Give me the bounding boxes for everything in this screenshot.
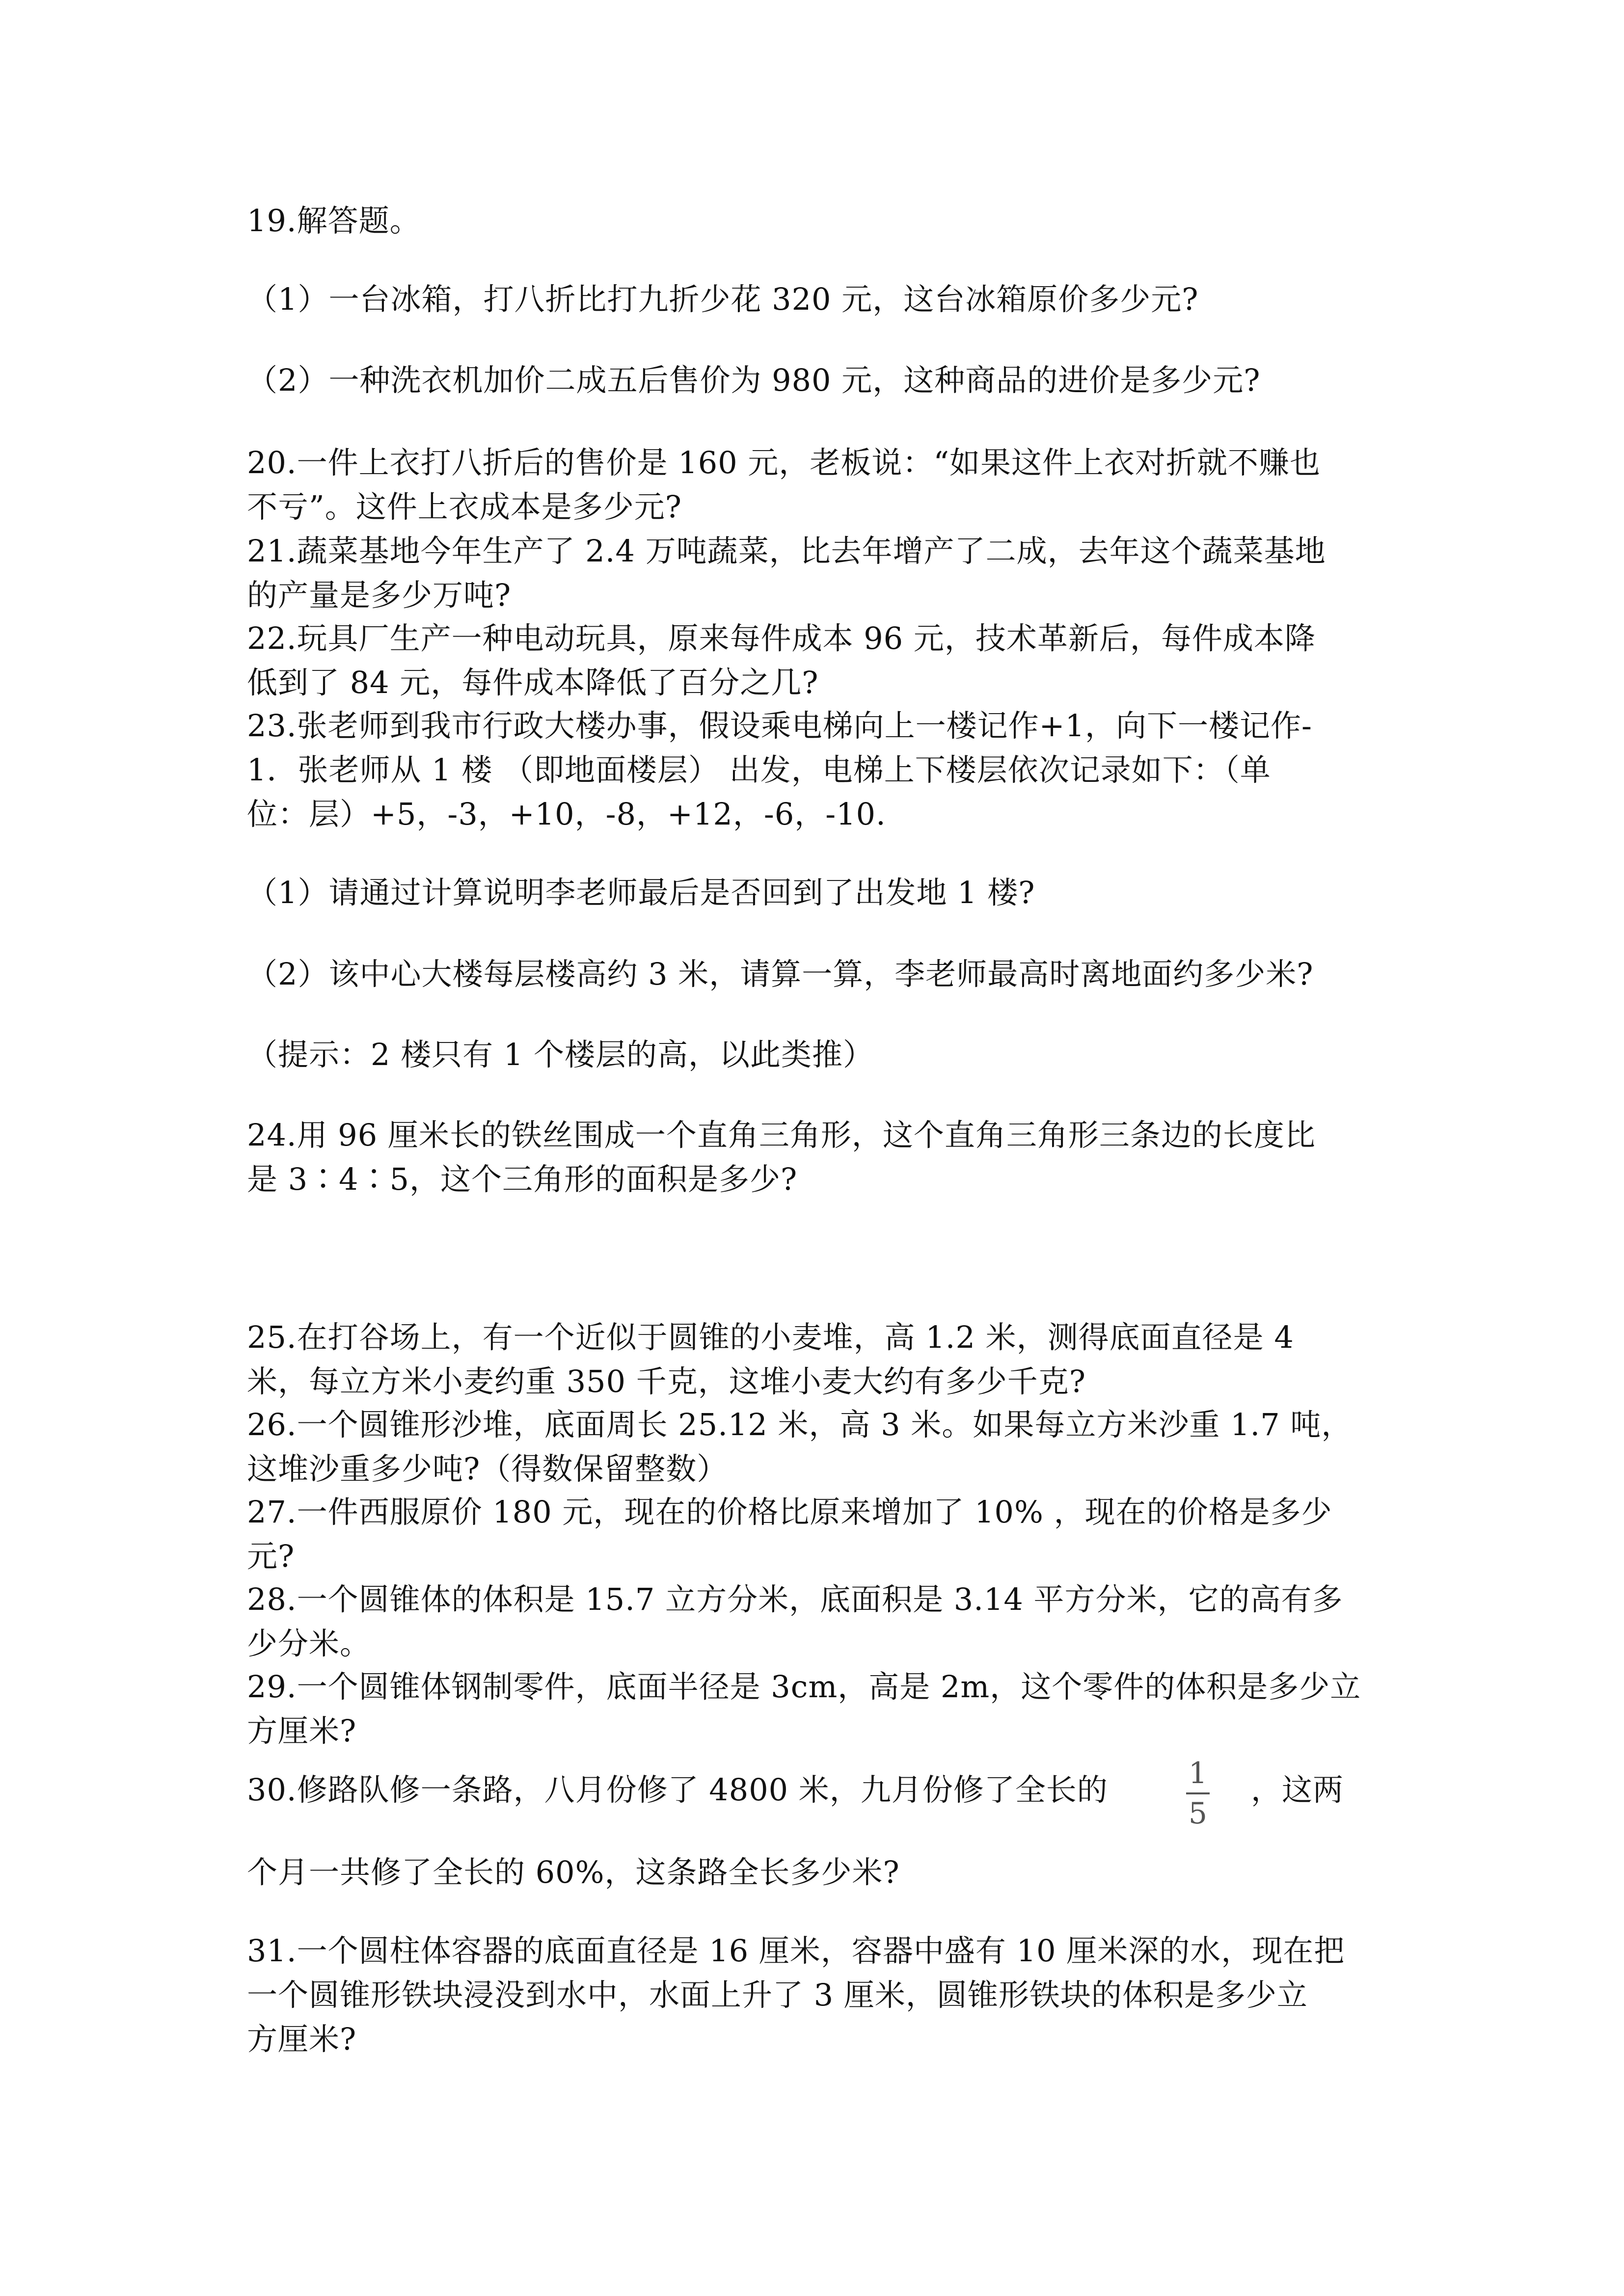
q22-line2: 低到了 84 元，每件成本降低了百分之几? <box>247 665 819 700</box>
q21-line1: 21.蔬菜基地今年生产了 2.4 万吨蔬菜，比去年增产了二成，去年这个蔬菜基地 <box>247 533 1326 569</box>
q28-line1: 28.一个圆锥体的体积是 15.7 立方分米，底面积是 3.14 平方分米，它的高有多 <box>247 1581 1343 1617</box>
q25-line1: 25.在打谷场上，有一个近似于圆锥的小麦堆，高 1.2 米，测得底面直径是 4 <box>247 1319 1294 1355</box>
q31-line2: 一个圆锥形铁块浸没到水中，水面上升了 3 厘米，圆锥形铁块的体积是多少立 <box>247 1977 1308 2013</box>
q25-line2: 米，每立方米小麦约重 350 千克，这堆小麦大约有多少千克? <box>247 1363 1086 1399</box>
fraction-bar <box>1186 1792 1210 1794</box>
q24-line1: 24.用 96 厘米长的铁丝围成一个直角三角形，这个直角三角形三条边的长度比 <box>247 1117 1316 1153</box>
q31-line1: 31.一个圆柱体容器的底面直径是 16 厘米，容器中盛有 10 厘米深的水，现在把 <box>247 1933 1345 1969</box>
q23-hint: （提示：2 楼只有 1 个楼层的高，以此类推） <box>247 1037 874 1072</box>
q20-line1: 20.一件上衣打八折后的售价是 160 元，老板说：“如果这件上衣对折就不赚也 <box>247 445 1321 481</box>
q22-line1: 22.玩具厂生产一种电动玩具，原来每件成本 96 元，技术革新后，每件成本降 <box>247 620 1316 656</box>
q30-line1-tail: ，这两 <box>1251 1772 1344 1808</box>
q23-part2: （2）该中心大楼每层楼高约 3 米，请算一算，李老师最高时离地面约多少米? <box>247 956 1314 992</box>
q23-line2: 1．张老师从 1 楼 （即地面楼层） 出发，电梯上下楼层依次记录如下：（单 <box>247 752 1271 788</box>
q31-line3: 方厘米? <box>247 2021 357 2057</box>
q26-line2: 这堆沙重多少吨?（得数保留整数） <box>247 1451 728 1487</box>
q27-line1: 27.一件西服原价 180 元，现在的价格比原来增加了 10% ，现在的价格是多少 <box>247 1494 1332 1530</box>
q29-line2: 方厘米? <box>247 1713 357 1749</box>
q30-line1: 30.修路队修一条路，八月份修了 4800 米，九月份修了全长的 <box>247 1772 1108 1808</box>
q21-line2: 的产量是多少万吨? <box>247 577 512 613</box>
q19-part1: （1）一台冰箱，打八折比打九折少花 320 元，这台冰箱原价多少元? <box>247 281 1199 317</box>
q28-line2: 少分米。 <box>247 1626 371 1661</box>
fraction-denominator: 5 <box>1188 1796 1208 1831</box>
q23-line1: 23.张老师到我市行政大楼办事，假设乘电梯向上一楼记作+1，向下一楼记作- <box>247 708 1312 744</box>
q24-line2: 是 3∶4∶5，这个三角形的面积是多少? <box>247 1161 798 1197</box>
fraction-numerator: 1 <box>1188 1756 1208 1790</box>
q20-line2: 不亏”。这件上衣成本是多少元? <box>247 489 682 525</box>
q23-line3: 位：层）+5，-3，+10，-8，+12，-6，-10. <box>247 796 886 832</box>
q27-line2: 元? <box>247 1538 295 1574</box>
q29-line1: 29.一个圆锥体钢制零件，底面半径是 3cm，高是 2m，这个零件的体积是多少立 <box>247 1669 1361 1705</box>
q19-title: 19.解答题。 <box>247 203 421 239</box>
fraction-one-fifth <box>1183 1756 1213 1831</box>
q26-line1: 26.一个圆锥形沙堆，底面周长 25.12 米，高 3 米。如果每立方米沙重 1.7 吨， <box>247 1407 1353 1442</box>
q19-part2: （2）一种洗衣机加价二成五后售价为 980 元，这种商品的进价是多少元? <box>247 362 1261 398</box>
q23-part1: （1）请通过计算说明李老师最后是否回到了出发地 1 楼? <box>247 875 1035 910</box>
q30-line2: 个月一共修了全长的 60%，这条路全长多少米? <box>247 1854 900 1890</box>
